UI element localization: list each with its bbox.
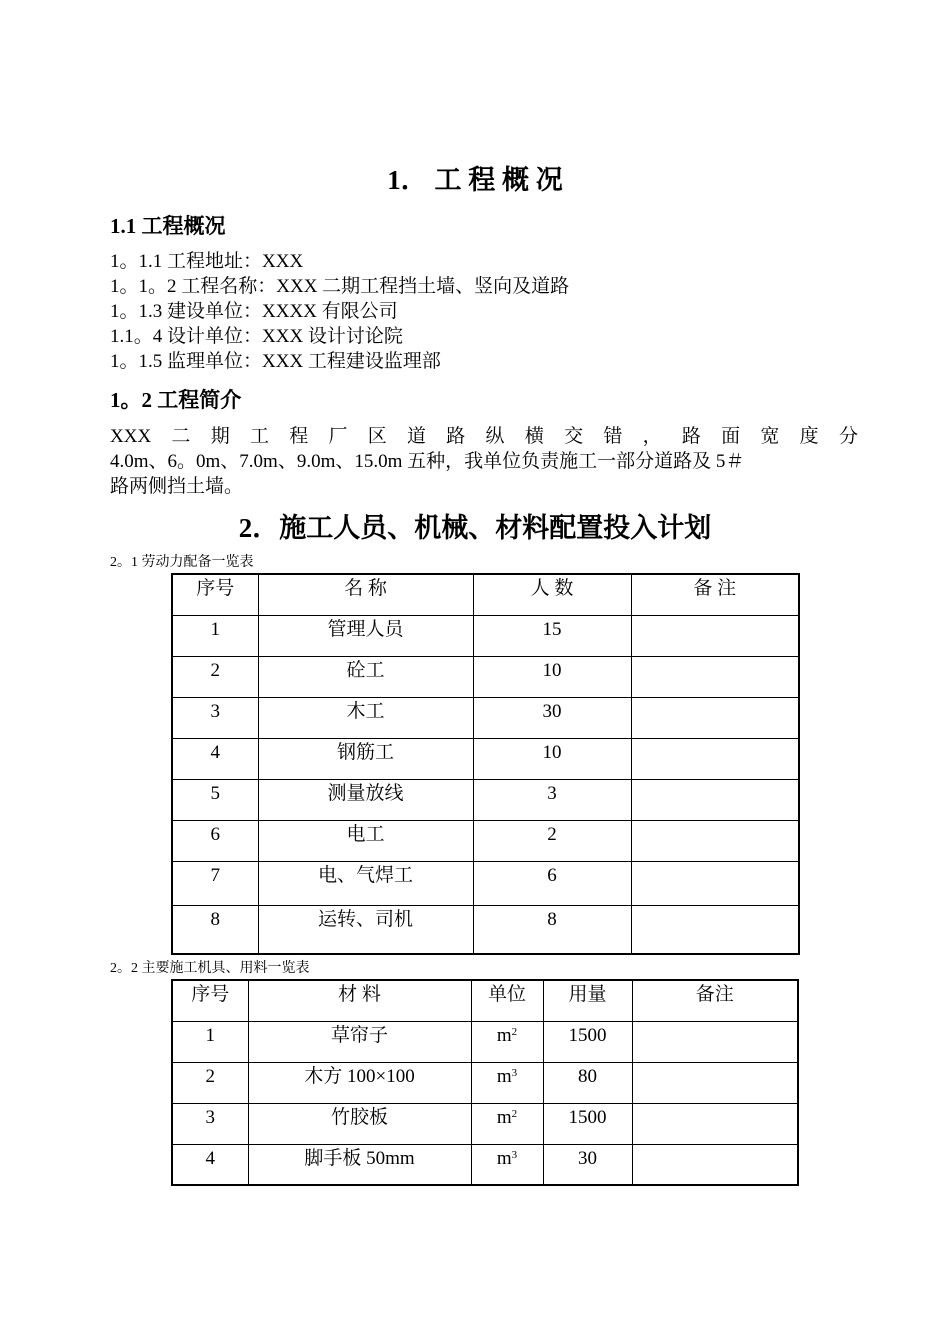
labor-cell bbox=[631, 779, 799, 820]
labor-cell bbox=[631, 615, 799, 656]
project-address-line: 1。1.1 工程地址：XXX bbox=[110, 251, 304, 272]
labor-cell: 4 bbox=[172, 738, 258, 779]
material-qty-cell: 80 bbox=[543, 1062, 632, 1103]
intro-heading: 1。2 工程简介 bbox=[110, 388, 242, 412]
intro-line-1-word: 度 bbox=[799, 426, 819, 447]
intro-line-1-word: 交 bbox=[564, 426, 584, 447]
intro-line-1-word: 期 bbox=[210, 426, 230, 447]
intro-line-1-word: 分 bbox=[838, 426, 858, 447]
table-row bbox=[172, 656, 799, 697]
labor-header-cell: 序号 bbox=[172, 574, 258, 615]
labor-cell: 30 bbox=[473, 697, 631, 738]
unit-text: m bbox=[496, 1065, 512, 1087]
table-row bbox=[172, 905, 799, 954]
intro-line-1-word: 纵 bbox=[485, 426, 505, 447]
intro-line-1-word: 路 bbox=[681, 426, 701, 447]
labor-cell bbox=[631, 656, 799, 697]
supervisor-line: 1。1.5 监理单位：XXX 工程建设监理部 bbox=[110, 351, 441, 372]
labor-cell: 测量放线 bbox=[258, 779, 473, 820]
labor-cell: 7 bbox=[172, 861, 258, 905]
unit-exponent: 3 bbox=[511, 1148, 518, 1161]
section2-title: 2．施工人员、机械、材料配置投入计划 bbox=[238, 513, 712, 543]
labor-cell: 电、气焊工 bbox=[258, 861, 473, 905]
labor-cell: 3 bbox=[473, 779, 631, 820]
section1-title: 1． 工 程 概 况 bbox=[387, 165, 563, 195]
unit-exponent: 3 bbox=[511, 1066, 518, 1079]
table-row bbox=[172, 1062, 798, 1103]
unit-exponent: 2 bbox=[511, 1107, 518, 1120]
labor-cell: 运转、司机 bbox=[258, 905, 473, 954]
unit-text: m bbox=[496, 1106, 512, 1128]
labor-cell bbox=[631, 861, 799, 905]
labor-cell: 2 bbox=[473, 820, 631, 861]
labor-header-cell: 人 数 bbox=[473, 574, 631, 615]
material-qty-cell: 30 bbox=[543, 1144, 632, 1185]
labor-header-row bbox=[172, 574, 799, 615]
material-header-cell: 单位 bbox=[471, 980, 543, 1021]
material-name-cell: 草帘子 bbox=[248, 1021, 471, 1062]
labor-cell: 木工 bbox=[258, 697, 473, 738]
labor-cell: 10 bbox=[473, 656, 631, 697]
material-no-cell: 1 bbox=[172, 1021, 248, 1062]
intro-line-1-word: 厂 bbox=[328, 426, 348, 447]
project-name-line: 1。1。2 工程名称：XXX 二期工程挡土墙、竖向及道路 bbox=[110, 276, 570, 297]
labor-cell bbox=[631, 905, 799, 954]
material-no-cell: 4 bbox=[172, 1144, 248, 1185]
labor-cell: 8 bbox=[172, 905, 258, 954]
material-header-cell: 材 料 bbox=[248, 980, 471, 1021]
table-row bbox=[172, 738, 799, 779]
labor-cell bbox=[631, 820, 799, 861]
intro-line-1-word: XXX bbox=[110, 426, 152, 447]
material-header-cell: 备注 bbox=[632, 980, 798, 1021]
labor-cell: 3 bbox=[172, 697, 258, 738]
labor-cell: 砼工 bbox=[258, 656, 473, 697]
material-qty-cell: 1500 bbox=[543, 1103, 632, 1144]
material-name-cell: 木方 100×100 bbox=[248, 1062, 471, 1103]
labor-cell: 钢筋工 bbox=[258, 738, 473, 779]
labor-cell: 6 bbox=[172, 820, 258, 861]
intro-line-1-word: 错 bbox=[603, 426, 623, 447]
material-unit-cell bbox=[471, 1021, 543, 1062]
intro-line-1-word: 工 bbox=[249, 426, 269, 447]
unit-text: m bbox=[496, 1147, 512, 1169]
labor-cell: 15 bbox=[473, 615, 631, 656]
labor-table bbox=[171, 573, 800, 955]
table-row bbox=[172, 1144, 798, 1185]
intro-line-3: 路两侧挡土墙。 bbox=[110, 476, 244, 497]
intro-line-1 bbox=[110, 424, 858, 449]
intro-line-2: 4.0m、6。0m、7.0m、9.0m、15.0m 五种，我单位负责施工一部分道路及 5＃ bbox=[110, 451, 745, 472]
intro-line-1-word: 路 bbox=[446, 426, 466, 447]
intro-line-1-word: 程 bbox=[289, 426, 309, 447]
intro-line-1-word: 横 bbox=[524, 426, 544, 447]
labor-cell: 6 bbox=[473, 861, 631, 905]
material-name-cell: 竹胶板 bbox=[248, 1103, 471, 1144]
owner-line: 1。1.3 建设单位：XXXX 有限公司 bbox=[110, 301, 398, 322]
intro-line-1-word: 区 bbox=[367, 426, 387, 447]
unit-exponent: 2 bbox=[511, 1025, 518, 1038]
intro-line-1-word: 宽 bbox=[760, 426, 780, 447]
material-note-cell bbox=[632, 1103, 798, 1144]
table-row bbox=[172, 779, 799, 820]
labor-cell: 2 bbox=[172, 656, 258, 697]
designer-line: 1.1。4 设计单位：XXX 设计讨论院 bbox=[110, 326, 403, 347]
labor-cell: 电工 bbox=[258, 820, 473, 861]
material-unit-cell bbox=[471, 1103, 543, 1144]
material-unit-cell bbox=[471, 1144, 543, 1185]
material-no-cell: 3 bbox=[172, 1103, 248, 1144]
table-row bbox=[172, 861, 799, 905]
material-name-cell: 脚手板 50mm bbox=[248, 1144, 471, 1185]
table-row bbox=[172, 697, 799, 738]
labor-cell: 管理人员 bbox=[258, 615, 473, 656]
intro-line-1-word: ， bbox=[642, 426, 662, 447]
intro-line-1-word: 面 bbox=[721, 426, 741, 447]
labor-table-caption: 2。1 劳动力配备一览表 bbox=[110, 555, 254, 570]
material-header-row bbox=[172, 980, 798, 1021]
material-header-cell: 用量 bbox=[543, 980, 632, 1021]
material-note-cell bbox=[632, 1144, 798, 1185]
material-header-cell: 序号 bbox=[172, 980, 248, 1021]
material-note-cell bbox=[632, 1021, 798, 1062]
labor-cell bbox=[631, 697, 799, 738]
material-table-caption: 2。2 主要施工机具、用料一览表 bbox=[110, 961, 310, 976]
table-row bbox=[172, 820, 799, 861]
material-table bbox=[171, 979, 799, 1186]
material-qty-cell: 1500 bbox=[543, 1021, 632, 1062]
labor-cell: 10 bbox=[473, 738, 631, 779]
table-row bbox=[172, 1103, 798, 1144]
labor-header-cell: 名 称 bbox=[258, 574, 473, 615]
table-row bbox=[172, 615, 799, 656]
unit-text: m bbox=[496, 1024, 512, 1046]
table-row bbox=[172, 1021, 798, 1062]
labor-header-cell: 备 注 bbox=[631, 574, 799, 615]
material-unit-cell bbox=[471, 1062, 543, 1103]
intro-paragraph bbox=[110, 424, 858, 499]
material-no-cell: 2 bbox=[172, 1062, 248, 1103]
material-note-cell bbox=[632, 1062, 798, 1103]
labor-cell: 5 bbox=[172, 779, 258, 820]
intro-line-1-word: 道 bbox=[407, 426, 427, 447]
labor-cell: 1 bbox=[172, 615, 258, 656]
intro-line-1-word: 二 bbox=[171, 426, 191, 447]
labor-cell: 8 bbox=[473, 905, 631, 954]
overview-heading: 1.1 工程概况 bbox=[110, 214, 226, 238]
labor-cell bbox=[631, 738, 799, 779]
